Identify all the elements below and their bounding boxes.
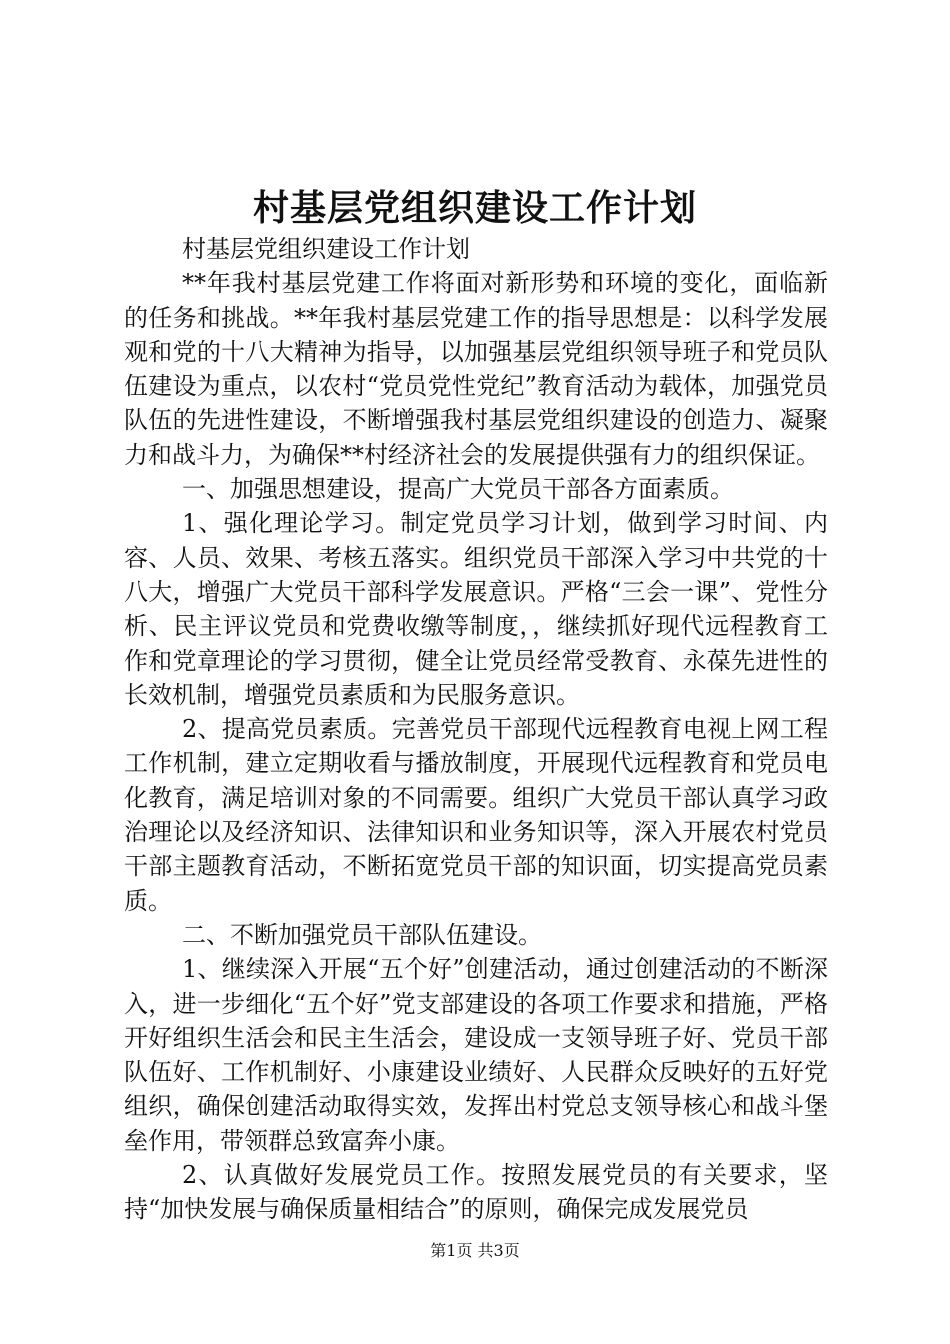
- page-footer: 第1页 共3页: [430, 1241, 520, 1260]
- section-heading-2: 二、不断加强党员干部队伍建设。: [182, 920, 542, 949]
- section-2-item-1: 1、继续深入开展“五个好”创建活动，通过创建活动的不断深入，进一步细化“五个好”党支部建设的各项工作要求和措施，严格开好组织生活会和民主生活会，建设成一支领导班子好、党员干部队伍好、工作机制好、小康建设业绩好、人民群众反映好的五好党组织，确保创建活动取得实效，发挥出村党总支领导核心和战斗堡垒作用，带领群总致富奔小康。: [124, 955, 828, 1155]
- section-1-item-1: 1、强化理论学习。制定党员学习计划，做到学习时间、内容、人员、效果、考核五落实。组织党员干部深入学习中共党的十八大，增强广大党员干部科学发展意识。严格“三会一课”、党性分析、民主评议党员和党费收缴等制度，，继续抓好现代远程教育工作和党章理论的学习贯彻，健全让党员经常受教育、永葆先进性的长效机制，增强党员素质和为民服务意识。: [124, 509, 828, 709]
- intro-paragraph: **年我村基层党建工作将面对新形势和环境的变化，面临新的任务和挑战。**年我村基层党建工作的指导思想是：以科学发展观和党的十八大精神为指导，以加强基层党组织领导班子和党员队伍建设为重点，以农村“党员党性党纪”教育活动为载体，加强党员队伍的先进性建设，不断增强我村基层党组织建设的创造力、凝聚力和战斗力，为确保**村经济社会的发展提供强有力的组织保证。: [124, 269, 828, 469]
- subtitle-paragraph: 村基层党组织建设工作计划: [182, 235, 470, 263]
- section-1-item-2: 2、提高党员素质。完善党员干部现代远程教育电视上网工程工作机制，建立定期收看与播放制度，开展现代远程教育和党员电化教育，满足培训对象的不同需要。组织广大党员干部认真学习政治理论以及经济知识、法律知识和业务知识等，深入开展农村党员干部主题教育活动，不断拓宽党员干部的知识面，切实提高党员素质。: [124, 715, 828, 915]
- section-heading-1: 一、加强思想建设，提高广大党员干部各方面素质。: [182, 475, 734, 504]
- document-title: 村基层党组织建设工作计划: [252, 187, 697, 229]
- section-2-item-2: 2、认真做好发展党员工作。按照发展党员的有关要求，坚持“加快发展与确保质量相结合”的原则，确保完成发展党员: [124, 1161, 828, 1224]
- document-body: [124, 232, 828, 1227]
